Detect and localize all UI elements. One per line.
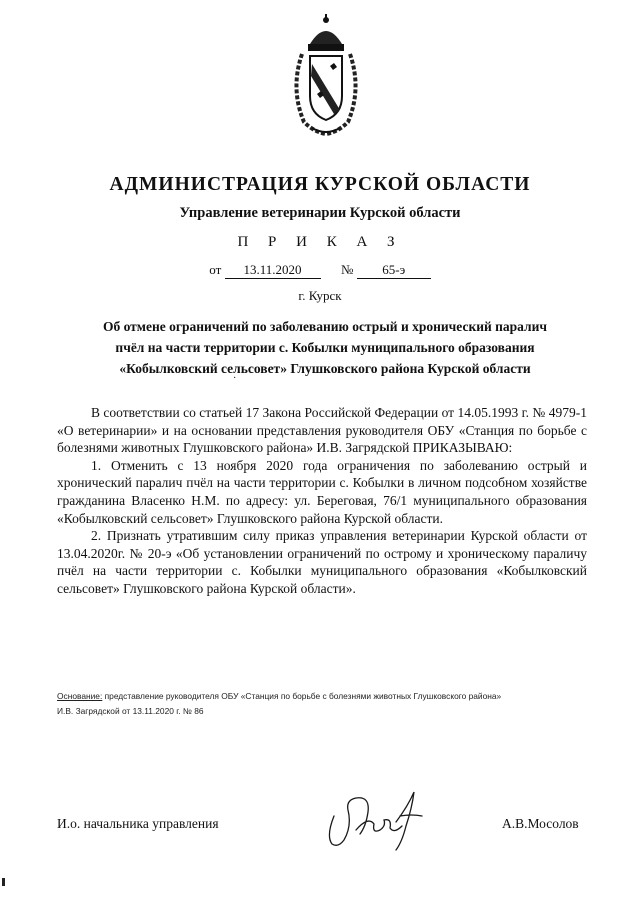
order-subject (60, 316, 590, 379)
basis-label: Основание: (57, 691, 103, 701)
signatory-name: А.В.Мосолов (502, 816, 579, 831)
signatory-role: И.о. начальника управления (57, 816, 219, 831)
clause-2-paragraph: 2. Признать утратившим силу приказ управления ветеринарии Курской области от 13.04.2020г. № 20-э «Об установлении ограничений по острому и хроническому параличу пчёл на части территории с. Кобылки муниципального образования «Кобылковский сельсовет» Глушковского района Курской области». (57, 528, 587, 596)
city-line: г. Курск (298, 288, 342, 303)
order-body (57, 404, 587, 598)
basis-note (57, 689, 592, 718)
subject-line-2: пчёл на части территории с. Кобылки муниципального образования (115, 340, 535, 355)
handwritten-signature (322, 786, 434, 852)
basis-line-2: И.В. Загрядской от 13.11.2020 г. № 86 (57, 705, 204, 716)
preamble-paragraph: В соответствии со статьей 17 Закона Российской Федерации от 14.05.1993 г. № 4979-1 «О ветеринарии» и на основании представления руководителя ОБУ «Станция по борьбе с болезнями животных Глушковского района» И.В. Загрядской ПРИКАЗЫВАЮ: (57, 405, 587, 456)
basis-text: представление руководителя ОБУ «Станция по борьбе с болезнями животных Глушковского района» (102, 691, 502, 701)
order-title: П Р И К А З (237, 234, 403, 250)
order-number: 65-э (357, 262, 431, 279)
date-prefix: от (209, 262, 222, 277)
order-date: 13.11.2020 (225, 262, 321, 279)
clause-1-paragraph: 1. Отменить с 13 ноября 2020 года ограничения по заболеванию острый и хронический паралич пчёл на части территории с. Кобылки в личном подсобном хозяйстве гражданина Власенко Н.М. по адресу: ул. Береговая, 76/1 муниципального образования «Кобылковский сельсовет» Глушковского района Курской области. (57, 457, 587, 526)
organization-title: АДМИНИСТРАЦИЯ КУРСКОЙ ОБЛАСТИ (109, 174, 531, 195)
number-prefix: № (341, 262, 354, 277)
scan-edge-mark (2, 878, 5, 886)
stray-mark: · (233, 373, 237, 384)
subject-line-1: Об отмене ограничений по заболеванию острый и хронический паралич (102, 319, 548, 334)
department-title: Управление ветеринарии Курской области (179, 205, 461, 221)
coat-of-arms-emblem (290, 14, 362, 138)
subject-line-3: «Кобылковский сельсовет» Глушковского района Курской области (119, 361, 531, 376)
basis-line-1 (57, 689, 592, 704)
date-number-line (0, 262, 640, 279)
